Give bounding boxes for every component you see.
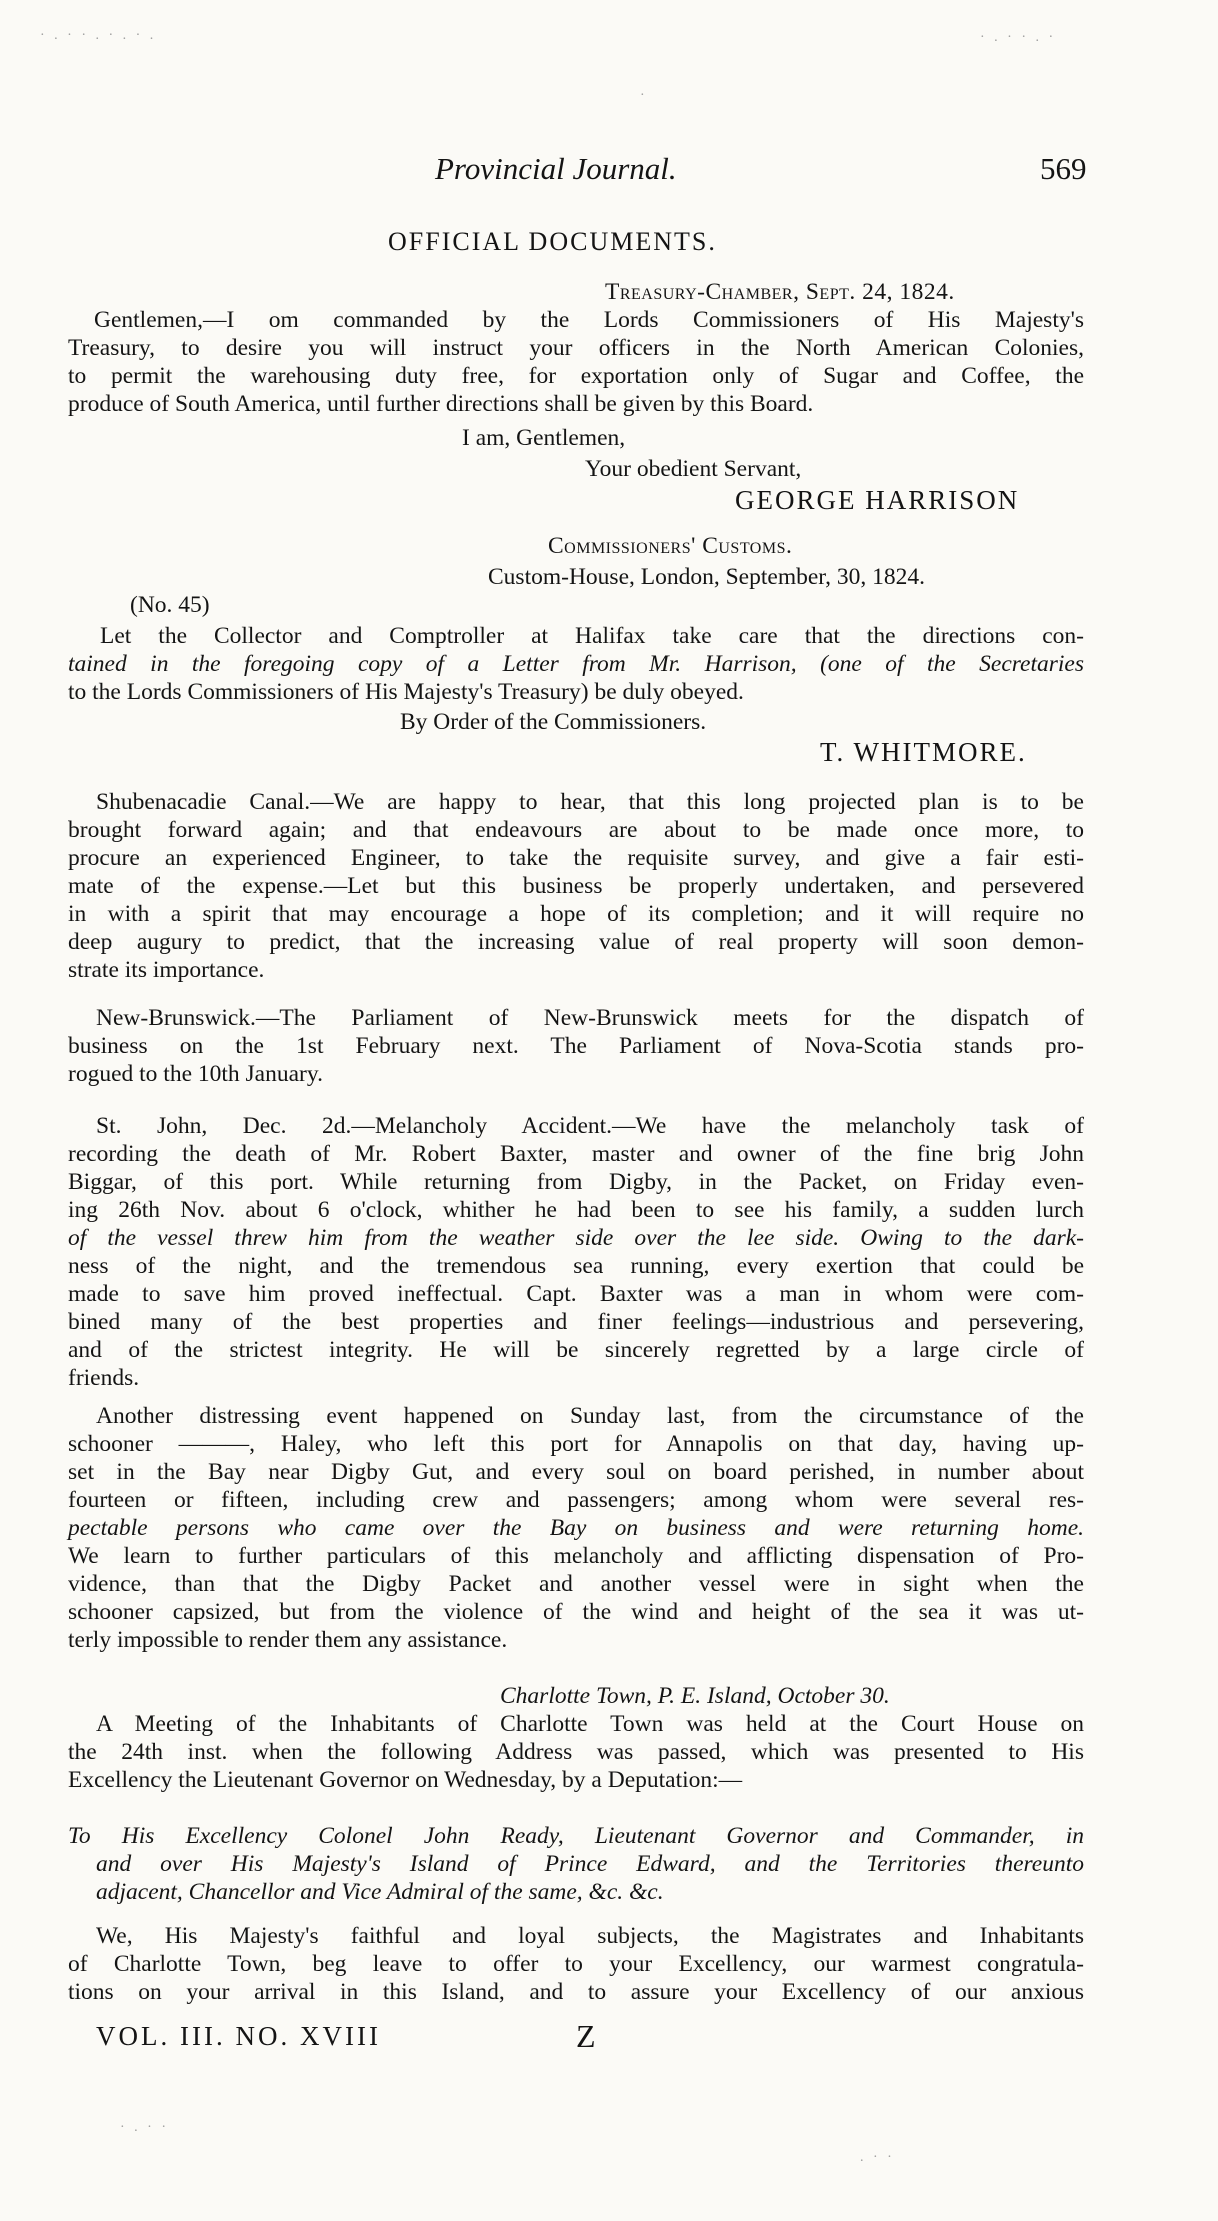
- charlotte-line: A Meeting of the Inhabitants of Charlotte Town was held at the Court House on: [96, 1711, 1084, 1737]
- stjohn-line: and of the strictest integrity. He will be sincerely regretted by a large circle of: [68, 1337, 1084, 1363]
- address-line: and over His Majesty's Island of Prince Edward, and the Territories thereunto: [96, 1851, 1084, 1877]
- customs-heading: Commissioners' Customs.: [548, 533, 793, 559]
- order-number: (No. 45): [130, 592, 210, 618]
- order-line: to the Lords Commissioners of His Majesty's Treasury) be duly obeyed.: [68, 679, 744, 705]
- stjohn-line: bined many of the best properties and finer feelings—industrious and persevering,: [68, 1309, 1084, 1335]
- page-number: 569: [1040, 151, 1087, 186]
- another-line: vidence, than that the Digby Packet and another vessel were in sight when the: [68, 1571, 1084, 1597]
- print-speckle: · . · · . · . · .: [40, 28, 157, 43]
- customs-place: Custom-House, London, September, 30, 1824.: [488, 564, 926, 590]
- charlotte-line: Excellency the Lieutenant Governor on Wednesday, by a Deputation:—: [68, 1767, 743, 1793]
- letter-line: Gentlemen,—I om commanded by the Lords Commissioners of His Majesty's: [94, 307, 1084, 333]
- letter-line: Treasury, to desire you will instruct your officers in the North American Colonies,: [68, 335, 1084, 361]
- canal-line: brought forward again; and that endeavours are about to be made once more, to: [68, 817, 1084, 843]
- whitmore-signature: T. WHITMORE.: [820, 737, 1027, 767]
- closing-line: Your obedient Servant,: [585, 456, 802, 482]
- stjohn-line: ness of the night, and the tremendous sea running, every exertion that could be: [68, 1253, 1084, 1279]
- stjohn-line: Biggar, of this port. While returning from Digby, in the Packet, on Friday even-: [68, 1169, 1084, 1195]
- print-speckle: ·: [640, 88, 648, 103]
- print-speckle: · . · ·: [120, 2120, 169, 2135]
- another-line: terly impossible to render them any assistance.: [68, 1627, 508, 1653]
- closing-line: I am, Gentlemen,: [462, 425, 626, 451]
- signature-mark: Z: [576, 2018, 599, 2054]
- address-line: adjacent, Chancellor and Vice Admiral of the same, &c. &c.: [96, 1879, 664, 1905]
- charlotte-dateline: Charlotte Town, P. E. Island, October 30.: [500, 1683, 890, 1709]
- running-title: Provincial Journal.: [435, 151, 677, 186]
- brunswick-line: business on the 1st February next. The Parliament of Nova-Scotia stands pro-: [68, 1033, 1084, 1059]
- address-line: To His Excellency Colonel John Ready, Lieutenant Governor and Commander, in: [68, 1823, 1084, 1849]
- stjohn-line: made to save him proved ineffectual. Capt. Baxter was a man in whom were com-: [68, 1281, 1084, 1307]
- dateline: Treasury-Chamber, Sept. 24, 1824.: [605, 279, 955, 305]
- another-line: schooner capsized, but from the violence of the wind and height of the sea it was ut-: [68, 1599, 1084, 1625]
- volume-footer: VOL. III. NO. XVIII: [96, 2021, 381, 2051]
- brunswick-line: New-Brunswick.—The Parliament of New-Brunswick meets for the dispatch of: [96, 1005, 1084, 1031]
- signature: GEORGE HARRISON: [735, 485, 1020, 515]
- stjohn-line: friends.: [68, 1365, 140, 1391]
- another-line: set in the Bay near Digby Gut, and every soul on board perished, in number about: [68, 1459, 1084, 1485]
- order-line: Let the Collector and Comptroller at Halifax take care that the directions con-: [100, 623, 1084, 649]
- stjohn-line: ing 26th Nov. about 6 o'clock, whither he had been to see his family, a sudden lurch: [68, 1197, 1084, 1223]
- address-body-line: tions on your arrival in this Island, and to assure your Excellency of our anxious: [68, 1979, 1084, 2005]
- section-heading: OFFICIAL DOCUMENTS.: [388, 227, 717, 256]
- address-body-line: We, His Majesty's faithful and loyal subjects, the Magistrates and Inhabitants: [96, 1923, 1084, 1949]
- stjohn-line: St. John, Dec. 2d.—Melancholy Accident.—We have the melancholy task of: [96, 1113, 1084, 1139]
- address-body-line: of Charlotte Town, beg leave to offer to your Excellency, our warmest congratula-: [68, 1951, 1084, 1977]
- stjohn-line: of the vessel threw him from the weather side over the lee side. Owing to the dark-: [68, 1225, 1084, 1251]
- charlotte-line: the 24th inst. when the following Address was passed, which was presented to His: [68, 1739, 1084, 1765]
- another-line: schooner ———, Haley, who left this port for Annapolis on that day, having up-: [68, 1431, 1084, 1457]
- letter-line: produce of South America, until further directions shall be given by this Board.: [68, 391, 814, 417]
- another-line: Another distressing event happened on Sunday last, from the circumstance of the: [96, 1403, 1084, 1429]
- another-line: We learn to further particulars of this melancholy and afflicting dispensation of Pro-: [68, 1543, 1084, 1569]
- canal-line: strate its importance.: [68, 957, 265, 983]
- canal-line: procure an experienced Engineer, to take the requisite survey, and give a fair esti-: [68, 845, 1084, 871]
- print-speckle: · . · · . ·: [980, 30, 1057, 45]
- canal-line: deep augury to predict, that the increasing value of real property will soon demon-: [68, 929, 1084, 955]
- stjohn-line: recording the death of Mr. Robert Baxter, master and owner of the fine brig John: [68, 1141, 1084, 1167]
- letter-line: to permit the warehousing duty free, for exportation only of Sugar and Coffee, the: [68, 363, 1084, 389]
- another-line: fourteen or fifteen, including crew and passengers; among whom were several res-: [68, 1487, 1084, 1513]
- order-line: tained in the foregoing copy of a Letter from Mr. Harrison, (one of the Secretaries: [68, 651, 1084, 677]
- another-line: pectable persons who came over the Bay on business and were returning home.: [68, 1515, 1084, 1541]
- print-speckle: . · ·: [860, 2150, 895, 2165]
- brunswick-line: rogued to the 10th January.: [68, 1061, 323, 1087]
- canal-line: in with a spirit that may encourage a hope of its completion; and it will require no: [68, 901, 1084, 927]
- canal-line: mate of the expense.—Let but this business be properly undertaken, and persevered: [68, 873, 1084, 899]
- by-order: By Order of the Commissioners.: [400, 709, 707, 735]
- canal-line: Shubenacadie Canal.—We are happy to hear, that this long projected plan is to be: [96, 789, 1084, 815]
